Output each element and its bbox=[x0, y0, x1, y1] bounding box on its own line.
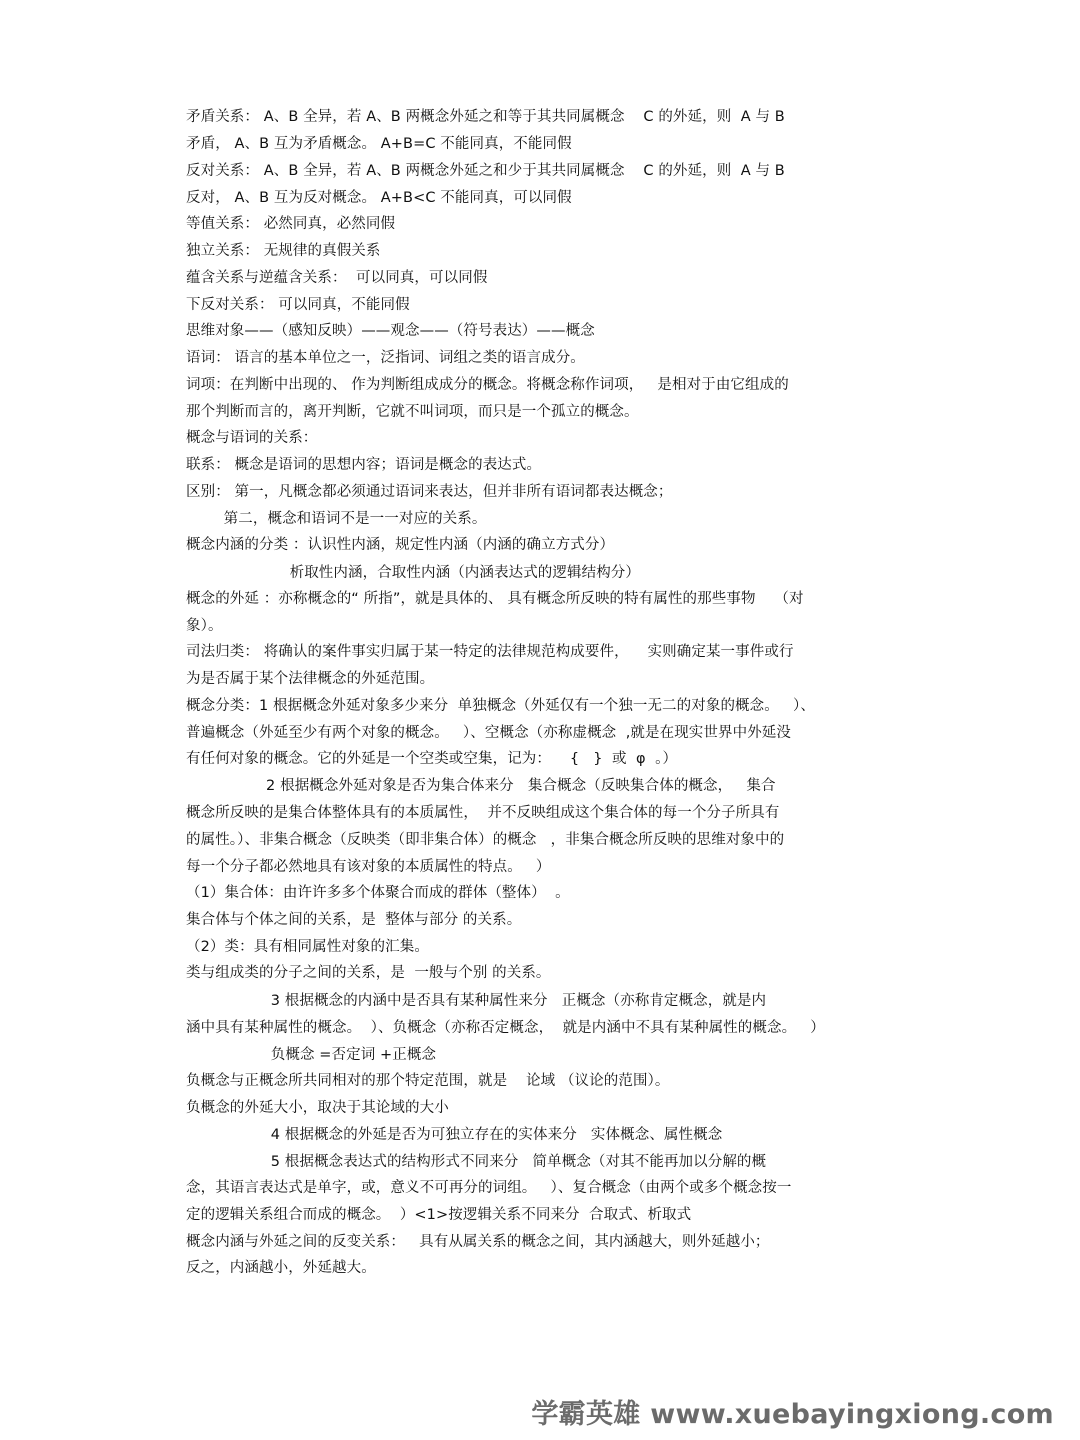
text-line: 定的逻辑关系组合而成的概念。 ）<1>按逻辑关系不同来分 合取式、析取式 bbox=[186, 1207, 692, 1223]
text-line: 念，其语言表达式是单字，或，意义不可再分的词组。 ）、复合概念（由两个或多个概念按一 bbox=[186, 1180, 792, 1196]
text-line: 思维对象——（感知反映）——观念——（符号表达）——概念 bbox=[186, 323, 595, 339]
text-line: 矛盾， A、B 互为矛盾概念。 A+B=C 不能同真，不能同假 bbox=[186, 136, 572, 152]
text-line: 语词： 语言的基本单位之一，泛指词、词组之类的语言成分。 bbox=[186, 350, 585, 366]
text-line: 反对， A、B 互为反对概念。 A+B<C 不能同真，可以同假 bbox=[186, 190, 572, 206]
text-line: 司法归类： 将确认的案件事实归属于某一特定的法律规范构成要件， 实则确定某一事件或行 bbox=[186, 644, 794, 660]
text-line: 为是否属于某个法律概念的外延范围。 bbox=[186, 671, 435, 687]
text-line: 涵中具有某种属性的概念。 ）、负概念（亦称否定概念， 就是内涵中不具有某种属性的概念。 ） bbox=[186, 1020, 825, 1036]
text-line: 联系： 概念是语词的思想内容；语词是概念的表达式。 bbox=[186, 457, 542, 473]
text-line: 反对关系： A、B 全异，若 A、B 两概念外延之和少于其共同属概念 C 的外延，则 A 与 B bbox=[186, 163, 785, 179]
text-line: 5 根据概念表达式的结构形式不同来分 简单概念（对其不能再加以分解的概 bbox=[186, 1154, 767, 1170]
text-line: （2）类：具有相同属性对象的汇集。 bbox=[186, 939, 429, 955]
text-line: 负概念 =否定词 +正概念 bbox=[186, 1047, 437, 1063]
text-line: 的属性。）、非集合概念（反映类（即非集合体）的概念 ，非集合概念所反映的思维对象中的 bbox=[186, 832, 785, 848]
text-line: 第二，概念和语词不是一一对应的关系。 bbox=[186, 511, 487, 527]
text-line: 2 根据概念外延对象是否为集合体来分 集合概念（反映集合体的概念， 集合 bbox=[186, 778, 776, 794]
text-line: 下反对关系： 可以同真，不能同假 bbox=[186, 297, 410, 313]
text-line: 词项：在判断中出现的、 作为判断组成成分的概念。将概念称作词项， 是相对于由它组成的 bbox=[186, 377, 789, 393]
text-line: 3 根据概念的内涵中是否具有某种属性来分 正概念（亦称肯定概念，就是内 bbox=[186, 993, 767, 1009]
text-line: 反之，内涵越小，外延越大。 bbox=[186, 1260, 376, 1276]
text-line: 普遍概念（外延至少有两个对象的概念。 ）、空概念（亦称虚概念 ,就是在现实世界中外延没 bbox=[186, 725, 792, 741]
text-line: 象）。 bbox=[186, 618, 223, 634]
text-line: 概念内涵与外延之间的反变关系： 具有从属关系的概念之间，其内涵越大，则外延越小； bbox=[186, 1234, 770, 1250]
text-line: 概念所反映的是集合体整体具有的本质属性， 并不反映组成这个集合体的每一个分子所具有 bbox=[186, 805, 780, 821]
text-line: 析取性内涵，合取性内涵（内涵表达式的逻辑结构分） bbox=[186, 565, 640, 581]
text-line: 等值关系： 必然同真，必然同假 bbox=[186, 216, 396, 232]
text-line: 概念与语词的关系： bbox=[186, 430, 318, 446]
text-line: 独立关系： 无规律的真假关系 bbox=[186, 243, 381, 259]
text-line: 矛盾关系： A、B 全异，若 A、B 两概念外延之和等于其共同属概念 C 的外延，则 A 与 B bbox=[186, 109, 785, 125]
text-line: 概念分类：1 根据概念外延对象多少来分 单独概念（外延仅有一个独一无二的对象的概念。 ）、 bbox=[186, 698, 815, 714]
text-line: 概念内涵的分类 ：认识性内涵，规定性内涵（内涵的确立方式分） bbox=[186, 537, 615, 553]
text-line: 概念的外延 ：亦称概念的“ 所指”，就是具体的、 具有概念所反映的特有属性的那些事物 （对 bbox=[186, 591, 804, 607]
site-watermark: 学霸英雄 www.xuebayingxiong.com bbox=[531, 1399, 1054, 1430]
text-line: 每一个分子都必然地具有该对象的本质属性的特点。 ） bbox=[186, 859, 551, 875]
text-line: （1）集合体：由许许多多个体聚合而成的群体（整体） 。 bbox=[186, 885, 570, 901]
text-line: 有任何对象的概念。它的外延是一个空类或空集，记为： { } 或 φ 。） bbox=[186, 751, 678, 767]
text-line: 蕴含关系与逆蕴含关系： 可以同真，可以同假 bbox=[186, 270, 488, 286]
text-line: 集合体与个体之间的关系，是 整体与部分 的关系。 bbox=[186, 912, 522, 928]
text-line: 负概念与正概念所共同相对的那个特定范围，就是 论域 （议论的范围）。 bbox=[186, 1073, 670, 1089]
text-line: 那个判断而言的，离开判断，它就不叫词项，而只是一个孤立的概念。 bbox=[186, 404, 639, 420]
text-line: 负概念的外延大小，取决于其论域的大小 bbox=[186, 1100, 449, 1116]
text-line: 4 根据概念的外延是否为可独立存在的实体来分 实体概念、属性概念 bbox=[186, 1127, 723, 1143]
text-line: 类与组成类的分子之间的关系，是 一般与个别 的关系。 bbox=[186, 965, 551, 981]
text-line: 区别： 第一，凡概念都必须通过语词来表达，但并非所有语词都表达概念； bbox=[186, 484, 673, 500]
